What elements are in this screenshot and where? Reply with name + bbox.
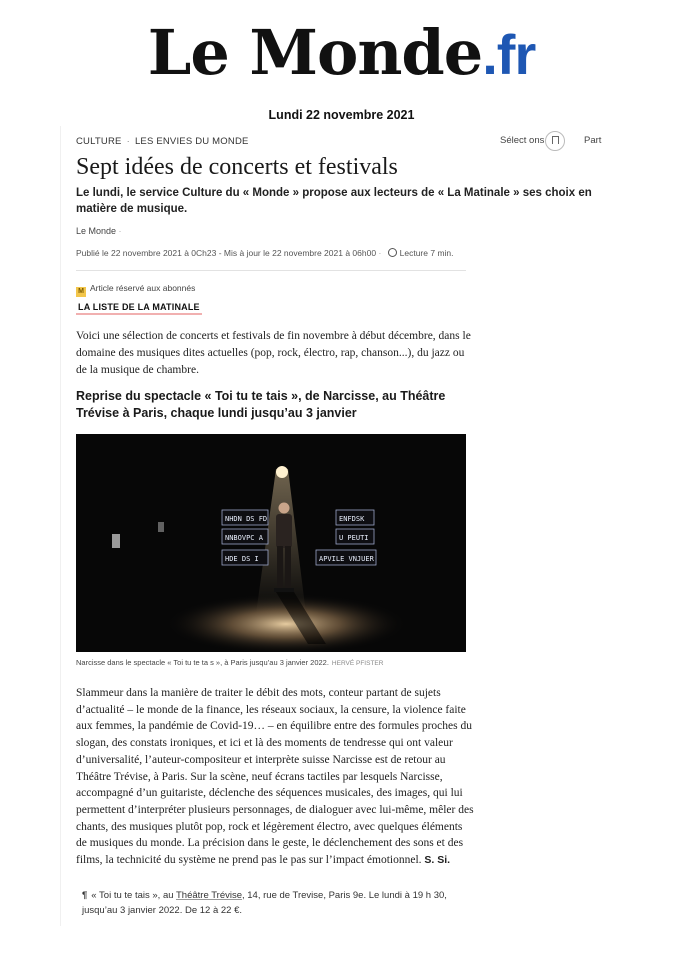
article-title: Sept idées de concerts et festivals	[76, 154, 398, 180]
article-body	[76, 685, 476, 869]
screen-text-6: APVILE VNJUER	[319, 555, 374, 563]
clock-icon	[388, 248, 397, 257]
subscriber-notice-text: Article réservé aux abonnés	[90, 283, 196, 293]
screen-text-3: HDE DS I	[225, 555, 259, 563]
article-lede: Le lundi, le service Culture du « Monde » propose aux lecteurs de « La Matinale » ses choix en matière de musique.	[76, 187, 592, 215]
article-subhead: Reprise du spectacle « Toi tu te tais », de Narcisse, au Théâtre Trévise à Paris, chaque lundi jusqu’au 3 janvier	[76, 389, 446, 420]
pilcrow-icon: ¶	[82, 890, 88, 901]
article-meta: Publié le 22 novembre 2021 à 0Ch23 - Mis à jour le 22 novembre 2021 à 06h00 · Lecture 7 min.	[76, 248, 454, 258]
photo-caption	[76, 658, 383, 667]
practical-info: ¶ « Toi tu te tais », au Théâtre Trévise, 14, rue de Trevise, Paris 9e. Le lundi à 19 h 30, jusqu’au 3 janvier 2022. De 12 à 22 €.	[82, 890, 447, 916]
le-monde-logo[interactable]	[0, 16, 683, 89]
practical-details: , 14, rue de Trevise, Paris 9e. Le lundi à 19 h 30, jusqu’au 3 janvier 2022. De 12 à 22 €.	[82, 890, 447, 916]
reading-time: Lecture 7 min.	[399, 248, 454, 258]
screen-text-5: U PEUTI	[339, 534, 369, 542]
breadcrumb	[76, 136, 249, 147]
bookmark-icon[interactable]	[545, 131, 565, 151]
source-link[interactable]: Le Monde	[76, 226, 117, 236]
published-date: Publié le 22 novembre 2021 à 0Ch23 - Mis à jour le 22 novembre 2021 à 06h00	[76, 248, 377, 258]
edition-date: Lundi 22 novembre 2021	[268, 108, 415, 122]
breadcrumb-section-link[interactable]: CULTURE	[76, 136, 122, 147]
article-kicker: LA LISTE DE LA MATINALE	[76, 302, 202, 315]
subscriber-notice	[76, 283, 195, 297]
body-text: Slammeur dans la manière de traiter le débit des mots, conteur partant de sujets d’actualité – le monde de la finance, les réseaux sociaux, la censure, la violence faite aux femmes, la pandémie de Covid-19… – en équilibre entre des formules proches du slogan, des constats ironiques, et ici et là des moments de tendresse qui ont valeur d’universalité, l’auteur-compositeur et interprète suisse Narcisse est de retour au Théâtre Trévise, à Paris. Sur la scène, neuf écrans tactiles par lesquels Narcisse, accompagné d’un guitariste, déclenche des séquences musicales, des images, qui lui permettent d’interpréter plusieurs personnages, de dialoguer avec lui-même, mêler des chants, des musiques plutôt pop, rock et légèrement électro, avec quelques éléments de musiques du monde. La précision dans le geste, le déclenchement des sons et des films, la technicité du système ne prend pas le pas sur l’impact émotionnel.	[76, 687, 474, 867]
venue-link[interactable]: Théâtre Trévise	[176, 890, 242, 901]
logo-tld: .fr	[482, 23, 536, 86]
screen-text-2: NNBOVPC A	[225, 534, 263, 542]
divider	[76, 270, 466, 271]
concert-photo	[76, 434, 466, 652]
author-signature: S. Si.	[424, 854, 451, 867]
breadcrumb-separator: ·	[126, 136, 130, 147]
photo-credit: HERVÉ PFISTER	[331, 660, 384, 667]
article-intro: Voici une sélection de concerts et festivals de fin novembre à début décembre, dans le domaine des musiques dites actuelles (pop, rock, électro, rap, chanson...), du jazz ou de la musique de chambre.	[76, 330, 471, 376]
breadcrumb-subsection-link[interactable]: LES ENVIES DU MONDE	[134, 136, 249, 147]
logo-text: Le Monde	[147, 16, 483, 89]
screen-text-1: NHDN DS FD	[225, 515, 268, 523]
page-divider	[60, 126, 61, 926]
screen-text-4: ENFDSK	[339, 515, 365, 523]
share-label[interactable]: Part	[584, 135, 602, 146]
article-source: Le Monde ·	[76, 226, 122, 236]
practical-title: « Toi tu te tais »	[91, 890, 158, 901]
subscriber-badge-icon: M	[76, 287, 86, 297]
selections-label[interactable]: Sélect ons	[500, 135, 545, 146]
caption-text: Narcisse dans le spectacle « Toi tu te ta s », à Paris jusqu’au 3 janvier 2022.	[76, 658, 329, 667]
